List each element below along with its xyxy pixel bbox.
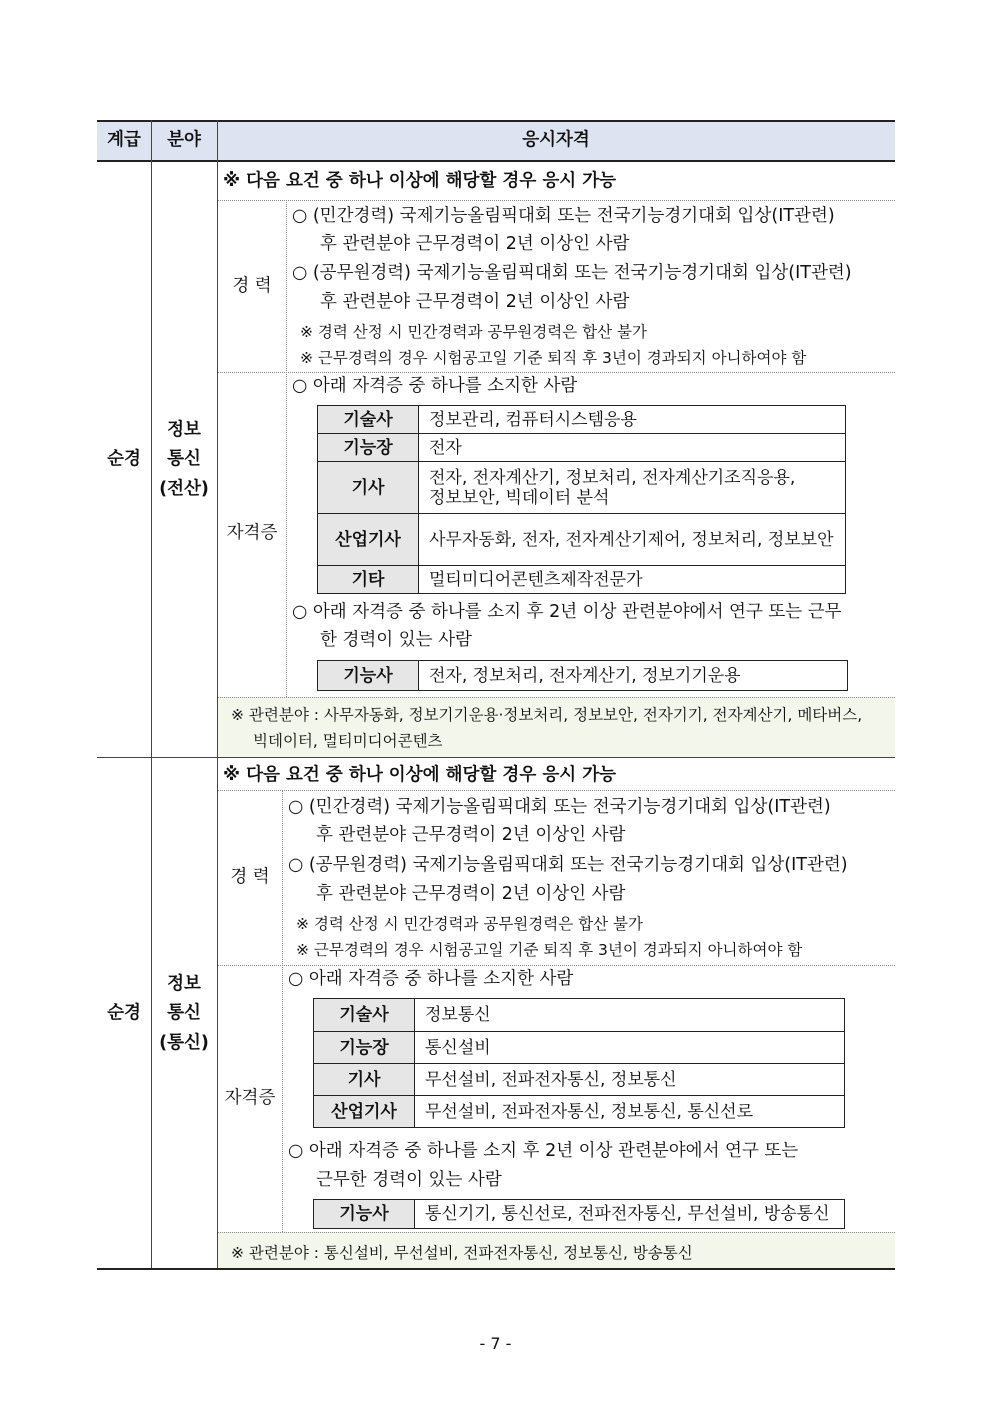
- career-item: ○ (공무원경력) 국제기능올림픽대회 또는 전국기능경기대회 입상(IT관련): [292, 263, 852, 283]
- grade-cell: 순경: [107, 449, 141, 469]
- cert2-intro-cont: 한 경력이 있는 사람: [320, 630, 472, 650]
- career-label: 경 력: [230, 867, 270, 887]
- table-row: [318, 434, 846, 462]
- cert-type: 산업기사: [318, 514, 419, 566]
- career-note: ※ 경력 산정 시 민간경력과 공무원경력은 합산 불가: [300, 323, 647, 341]
- career-item-cont: 후 관련분야 근무경력이 2년 이상인 사람: [316, 884, 626, 904]
- cert-label: 자격증: [224, 1088, 276, 1108]
- related-field-note-cont: 빅데이터, 멀티미디어콘텐츠: [253, 732, 443, 750]
- cert-label: 자격증: [226, 523, 278, 543]
- cert2-intro-cont: 근무한 경력이 있는 사람: [316, 1170, 502, 1190]
- cert2-table: [317, 660, 848, 691]
- career-label: 경 력: [232, 276, 272, 296]
- requirement-intro: ※ 다음 요건 중 하나 이상에 해당할 경우 응시 가능: [223, 171, 617, 191]
- grade-cell: 순경: [107, 1003, 141, 1023]
- s1-label-divider: [286, 200, 287, 697]
- cert-type: 기능사: [318, 661, 419, 691]
- cert-names: 전자, 정보처리, 전자계산기, 정보기기운용: [419, 661, 848, 691]
- s2-career-divider: [218, 965, 895, 966]
- cert-type: 기사: [318, 462, 419, 514]
- table-row: [314, 1032, 845, 1064]
- s1-cert-divider: [218, 697, 895, 698]
- cert-type: 기타: [318, 566, 419, 594]
- requirement-intro: ※ 다음 요건 중 하나 이상에 해당할 경우 응시 가능: [223, 765, 617, 785]
- s2-label-divider: [282, 790, 283, 1232]
- career-note: ※ 근무경력의 경우 시험공고일 기준 퇴직 후 3년이 경과되지 아니하여야 함: [296, 941, 803, 959]
- cert-names-line: 전자, 전자계산기, 정보처리, 전자계산기조직응용,: [429, 467, 796, 488]
- cert-names: 통신설비: [415, 1032, 845, 1064]
- cert-type: 기사: [314, 1064, 415, 1096]
- field-cell-line: 정보: [167, 420, 201, 440]
- table-row: [314, 1200, 845, 1229]
- table-row: [314, 1064, 845, 1096]
- cert-intro: ○ 아래 자격증 중 하나를 소지한 사람: [292, 376, 578, 396]
- table-row: [318, 406, 846, 434]
- cert-names-line: 정보보안, 빅데이터 분석: [429, 487, 610, 508]
- field-cell-line: 통신: [167, 449, 201, 469]
- cert2-table: [313, 1199, 845, 1229]
- s2-cert-divider: [218, 1232, 895, 1233]
- cert-names: 통신기기, 통신선로, 전파전자통신, 무선설비, 방송통신: [415, 1200, 845, 1229]
- header-qualification: 응시자격: [522, 130, 590, 150]
- cert-table: [313, 998, 845, 1128]
- cert-type: 기술사: [314, 999, 415, 1032]
- related-field-note: ※ 관련분야 : 통신설비, 무선설비, 전파전자통신, 정보통신, 방송통신: [231, 1244, 693, 1262]
- table-row: [318, 661, 848, 691]
- career-note: ※ 경력 산정 시 민간경력과 공무원경력은 합산 불가: [296, 915, 643, 933]
- career-item-cont: 후 관련분야 근무경력이 2년 이상인 사람: [316, 825, 626, 845]
- cert-names: 무선설비, 전파전자통신, 정보통신, 통신선로: [415, 1096, 845, 1128]
- cert-names: 정보통신: [415, 999, 845, 1032]
- table-row: [318, 566, 846, 594]
- career-item-cont: 후 관련분야 근무경력이 2년 이상인 사람: [320, 292, 630, 312]
- cert-names: 사무자동화, 전자, 전자계산기제어, 정보처리, 정보보안: [419, 514, 846, 566]
- field-cell-line: (전산): [159, 479, 209, 499]
- career-item: ○ (공무원경력) 국제기능올림픽대회 또는 전국기능경기대회 입상(IT관련): [288, 855, 848, 875]
- career-item-cont: 후 관련분야 근무경력이 2년 이상인 사람: [320, 234, 630, 254]
- cert-intro: ○ 아래 자격증 중 하나를 소지한 사람: [288, 969, 574, 989]
- cert2-intro: ○ 아래 자격증 중 하나를 소지 후 2년 이상 관련분야에서 연구 또는 근무: [292, 602, 842, 622]
- cert-names: 무선설비, 전파전자통신, 정보통신: [415, 1064, 845, 1096]
- cert-type: 기능장: [318, 434, 419, 462]
- s1-career-divider: [218, 372, 895, 373]
- cert-names: 멀티미디어콘텐츠제작전문가: [419, 566, 846, 594]
- cert-names: 정보관리, 컴퓨터시스템응용: [419, 406, 846, 434]
- field-cell-line: (통신): [159, 1033, 209, 1053]
- cert-type: 기술사: [318, 406, 419, 434]
- table-row: [314, 999, 845, 1032]
- page-number: - 7 -: [479, 1334, 512, 1353]
- col-divider-1: [151, 120, 152, 1268]
- cert-names: 전자: [419, 434, 846, 462]
- career-note: ※ 근무경력의 경우 시험공고일 기준 퇴직 후 3년이 경과되지 아니하여야 함: [300, 349, 807, 367]
- header-field: 분야: [167, 130, 201, 150]
- table-row: [314, 1096, 845, 1128]
- s2-intro-divider: [218, 790, 895, 791]
- field-cell-line: 통신: [167, 1003, 201, 1023]
- career-item: ○ (민간경력) 국제기능올림픽대회 또는 전국기능경기대회 입상(IT관련): [292, 206, 835, 226]
- related-field-note: ※ 관련분야 : 사무자동화, 정보기기운용·정보처리, 정보보안, 전자기기, 전자계산기, 메타버스,: [231, 706, 863, 724]
- cert-type: 기능장: [314, 1032, 415, 1064]
- cert-table: [317, 405, 846, 594]
- cert2-intro: ○ 아래 자격증 중 하나를 소지 후 2년 이상 관련분야에서 연구 또는: [288, 1141, 799, 1161]
- career-item: ○ (민간경력) 국제기능올림픽대회 또는 전국기능경기대회 입상(IT관련): [288, 797, 831, 817]
- cert-type: 산업기사: [314, 1096, 415, 1128]
- table-row: [318, 462, 846, 514]
- field-cell-line: 정보: [167, 974, 201, 994]
- table-row: [318, 514, 846, 566]
- s1-intro-divider: [218, 200, 895, 201]
- cert-names: [419, 462, 846, 514]
- header-grade: 계급: [107, 130, 141, 150]
- table-bottom-border: [97, 1268, 895, 1270]
- cert-type: 기능사: [314, 1200, 415, 1229]
